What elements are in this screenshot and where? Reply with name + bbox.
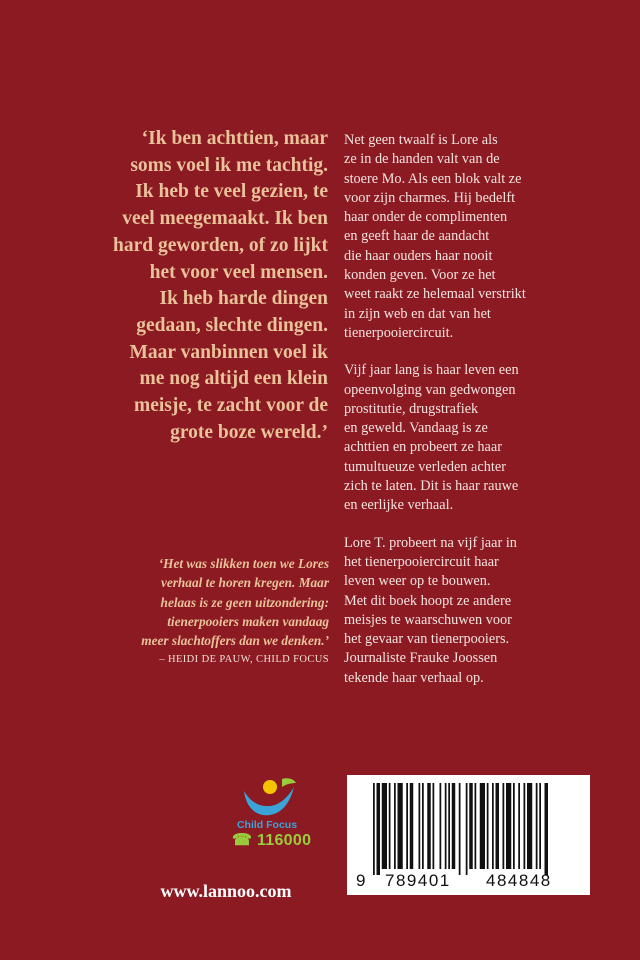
blurb-paragraph-3 (344, 534, 589, 688)
barcode-bar (422, 783, 424, 869)
barcode-bars (347, 775, 590, 875)
blurb-line: meisjes te waarschuwen voor (344, 611, 512, 628)
barcode-bar (545, 783, 549, 875)
barcode-bar (433, 783, 435, 869)
barcode-bar (459, 783, 461, 875)
quote-line: ‘Ik ben achttien, maar (141, 128, 328, 149)
barcode-bar (518, 783, 520, 869)
pull-quote (98, 126, 328, 446)
barcode-bar (406, 783, 408, 869)
barcode-bar (440, 783, 442, 869)
blurb-line: tienerpooiercircuit. (344, 324, 454, 341)
blurb-line: Net geen twaalf is Lore als (344, 132, 498, 148)
quote-line: soms voel ik me tachtig. (130, 154, 328, 176)
blurb-line: en geweld. Vandaag is ze (344, 420, 488, 437)
barcode-bar (398, 783, 403, 869)
blurb-paragraph-1 (344, 131, 589, 343)
blurb-line: ze in de handen valt van de (344, 151, 500, 168)
barcode-bar (452, 783, 456, 869)
blurb-line: en eerlijke verhaal. (344, 497, 454, 514)
barcode-bar (389, 783, 391, 869)
quote-line: meisje, te zacht voor de (133, 395, 328, 417)
back-cover-blurb (344, 131, 589, 706)
blurb-line: zich te laten. Dit is haar rauwe (344, 478, 519, 495)
barcode-bar (382, 783, 387, 869)
barcode-bar (539, 783, 541, 869)
quote-line: hard geworden, of zo lijkt (112, 234, 328, 256)
blurb-line: voor zijn charmes. Hij bedelft (344, 189, 516, 206)
barcode-bar (527, 783, 532, 869)
barcode-bar (427, 783, 431, 869)
barcode-bar (503, 783, 505, 869)
quote-line: gedaan, slechte dingen. (136, 314, 328, 336)
blurb-line: het gevaar van tienerpooiers. (344, 631, 510, 648)
barcode-bar (475, 783, 477, 869)
blurb-line: Lore T. probeert na vijf jaar in (344, 534, 517, 551)
barcode-bar (373, 783, 375, 875)
isbn-digit-lead: 9 (356, 871, 366, 890)
blurb-line: prostitutie, drugstrafiek (344, 400, 479, 417)
barcode-bar (536, 783, 538, 869)
child-focus-name: Child Focus (236, 819, 298, 831)
isbn-barcode (347, 775, 590, 895)
quote-line: Ik heb te veel gezien, te (135, 181, 328, 203)
barcode-bar (487, 783, 489, 869)
quote-line: Maar vanbinnen voel ik (129, 341, 328, 363)
barcode-bar (469, 783, 473, 869)
barcode-bar (506, 783, 511, 869)
isbn-digit-group-left: 789401 (385, 871, 451, 890)
endorsement-line: verhaal te horen kregen. Maar (160, 575, 329, 591)
endorsement-line: meer slachtoffers dan we denken.’ (141, 633, 329, 649)
quote-line: veel meegemaakt. Ik ben (122, 208, 328, 230)
barcode-bar (492, 783, 494, 869)
blurb-line: in zijn web en dat van het (344, 305, 491, 322)
blurb-line: haar onder de complimenten (344, 209, 508, 226)
barcode-bar (480, 783, 485, 869)
barcode-bar (445, 783, 447, 869)
blurb-line: en geeft haar de aandacht (344, 228, 490, 245)
barcode-bar (524, 783, 526, 869)
child-focus-logo (228, 775, 328, 855)
barcode-bar (448, 783, 450, 869)
blurb-line: tekende haar verhaal op. (344, 669, 484, 686)
barcode-bar (496, 783, 500, 869)
blurb-line: die haar ouders haar nooit (344, 247, 493, 264)
barcode-bar (419, 783, 421, 869)
endorsement-line: tienerpooiers maken vandaag (167, 613, 329, 629)
quote-line: Ik heb harde dingen (159, 288, 328, 310)
blurb-line: achttien en probeert ze haar (344, 439, 502, 456)
blurb-line: konden geven. Voor ze het (344, 267, 496, 284)
isbn-digit-group-right: 484848 (486, 871, 552, 890)
publisher-website: www.lannoo.com (160, 881, 292, 901)
barcode-bar (394, 783, 396, 869)
child-focus-phone-number: ☎ 116000 (232, 832, 312, 849)
blurb-line: weet raakt ze helemaal verstrikt (344, 286, 526, 303)
endorsement-line: ‘Het was slikken toen we Lores (158, 556, 329, 571)
quote-line: het voor veel mensen. (149, 261, 328, 283)
blurb-line: Journaliste Frauke Joossen (344, 650, 498, 667)
barcode-bar (377, 783, 381, 875)
endorsement-line: helaas is ze geen uitzondering: (160, 594, 329, 610)
blurb-line: stoere Mo. Als een blok valt ze (344, 170, 522, 187)
barcode-bar (466, 783, 468, 875)
barcode-bar (513, 783, 515, 869)
endorsement-attribution: – HEIDI DE PAUW, CHILD FOCUS (159, 654, 329, 666)
child-focus-figure-icon (228, 775, 308, 821)
barcode-bar (410, 783, 414, 869)
endorsement-quote (96, 554, 329, 670)
blurb-paragraph-2 (344, 361, 589, 515)
blurb-line: Vijf jaar lang is haar leven een (344, 362, 519, 379)
blurb-line: leven weer op te bouwen. (344, 573, 491, 590)
blurb-line: het tienerpooiercircuit haar (344, 553, 499, 570)
blurb-line: opeenvolging van gedwongen (344, 381, 516, 398)
blurb-line: tumultueuze verleden achter (344, 458, 506, 475)
blurb-line: Met dit boek hoopt ze andere (344, 592, 512, 609)
quote-line: me nog altijd een klein (139, 368, 328, 390)
quote-line: grote boze wereld.’ (170, 421, 328, 443)
